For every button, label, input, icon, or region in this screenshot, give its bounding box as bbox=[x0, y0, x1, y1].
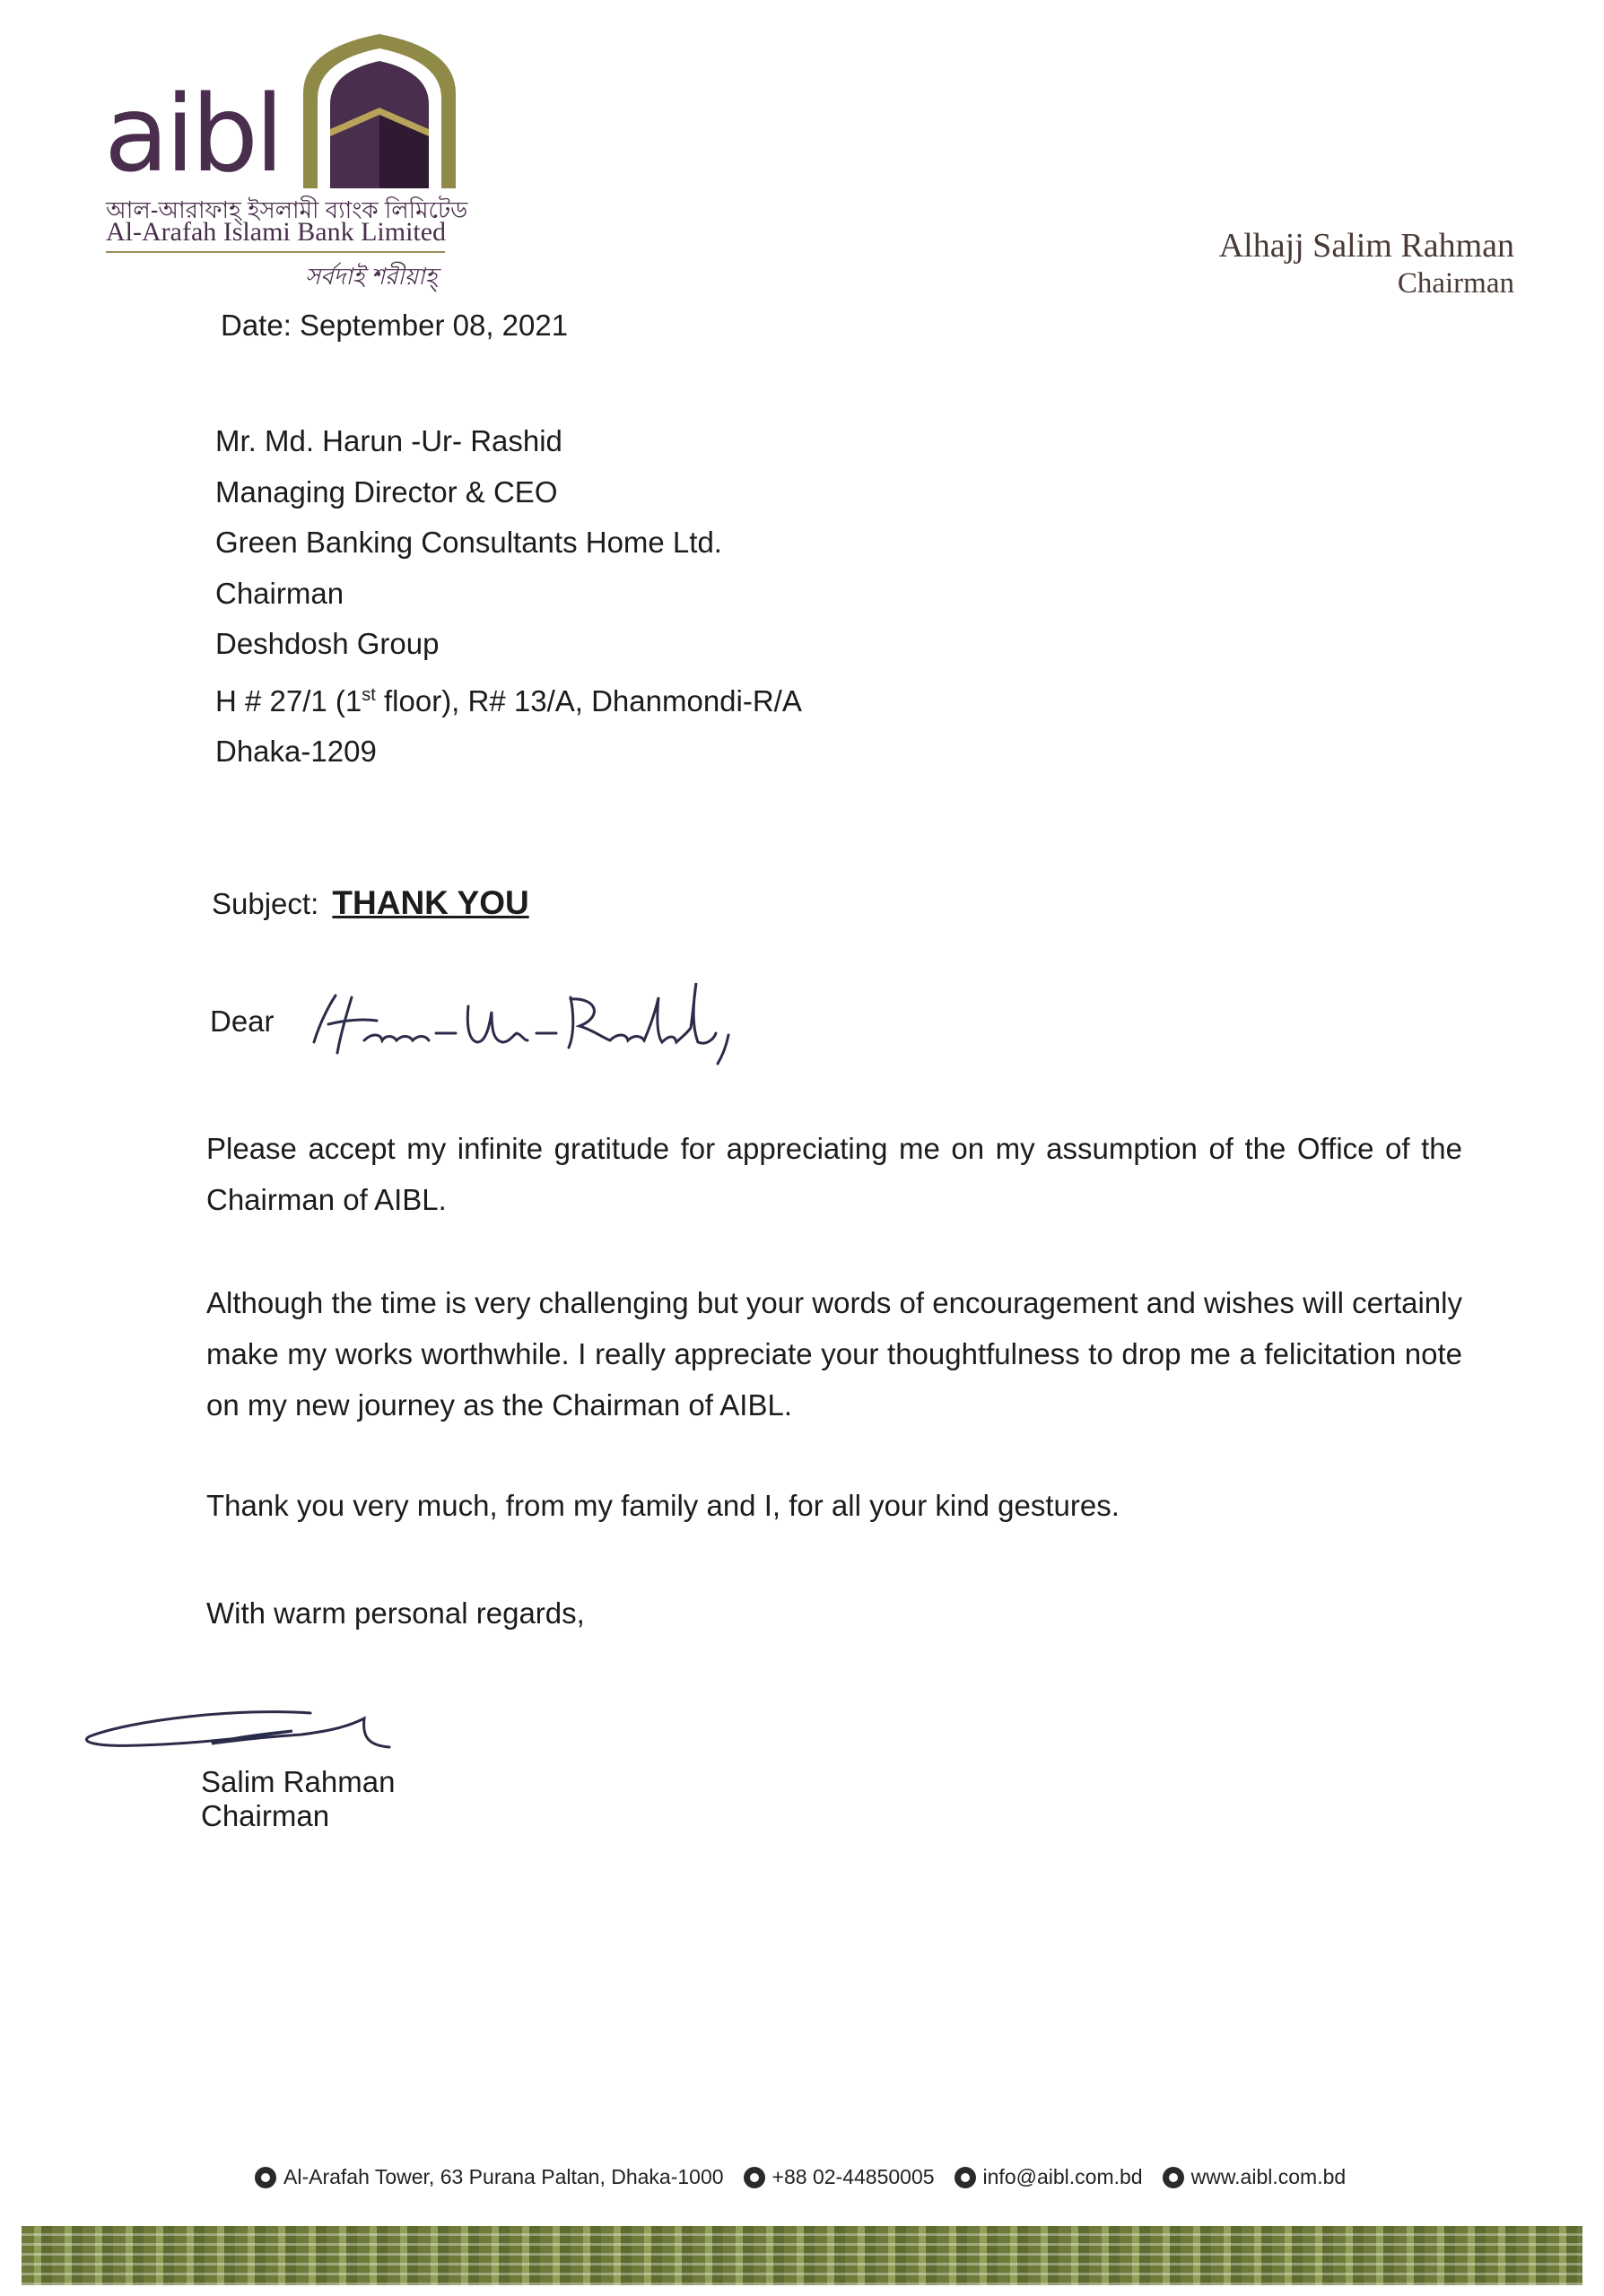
letter-date: Date: September 08, 2021 bbox=[221, 309, 569, 342]
phone-icon bbox=[744, 2167, 765, 2188]
recipient-line: H # 27/1 (1st floor), R# 13/A, Dhanmondi-R/A bbox=[215, 683, 802, 718]
bank-name-bengali: আল-আরাফাহ্ ইসলামী ব্যাংক লিমিটেড bbox=[106, 196, 468, 223]
footer-email-text: info@aibl.com.bd bbox=[982, 2165, 1143, 2188]
recipient-line: Managing Director & CEO bbox=[215, 474, 558, 509]
footer-address-text: Al-Arafah Tower, 63 Purana Paltan, Dhaka-1000 bbox=[283, 2165, 724, 2188]
recipient-line: Dhaka-1209 bbox=[215, 735, 377, 768]
recipient-line: Green Banking Consultants Home Ltd. bbox=[215, 526, 722, 559]
footer-email bbox=[955, 2165, 1143, 2189]
recipient-line: Chairman bbox=[215, 576, 344, 610]
footer-phone-text: +88 02-44850005 bbox=[771, 2165, 935, 2188]
recipient-line: Deshdosh Group bbox=[215, 627, 440, 660]
recipient-line: Mr. Md. Harun -Ur- Rashid bbox=[215, 424, 562, 457]
signer-name: Salim Rahman bbox=[201, 1765, 396, 1798]
signer-title: Chairman bbox=[201, 1799, 330, 1832]
handwritten-salutation-name bbox=[301, 970, 768, 1069]
salutation: Dear bbox=[210, 1004, 275, 1038]
bank-logo bbox=[104, 30, 468, 291]
letterhead-chairman-title: Chairman bbox=[1397, 267, 1514, 300]
closing-regards bbox=[206, 1587, 1462, 1639]
recipient-address bbox=[215, 416, 802, 778]
subject-text: THANK YOU bbox=[332, 884, 529, 921]
location-pin-icon bbox=[255, 2167, 276, 2188]
logo-divider bbox=[106, 251, 445, 253]
footer-phone bbox=[744, 2165, 935, 2189]
footer-contact bbox=[255, 2165, 1365, 2189]
subject-label: Subject: bbox=[212, 887, 319, 920]
paragraph-line: Chairman of AIBL. bbox=[206, 1183, 447, 1216]
footer-website-text: www.aibl.com.bd bbox=[1190, 2165, 1347, 2188]
paragraph-line: Although the time is very challenging but your words of encouragement and wishes will certainly bbox=[206, 1286, 1462, 1319]
signer-block bbox=[201, 1765, 395, 1833]
globe-icon bbox=[1163, 2167, 1184, 2188]
closing-line: With warm personal regards, bbox=[206, 1596, 585, 1630]
bank-name-english: Al-Arafah Islami Bank Limited bbox=[106, 217, 447, 247]
email-icon bbox=[955, 2167, 976, 2188]
paragraph-thanks bbox=[206, 1480, 1462, 1531]
letter-subject bbox=[212, 884, 529, 922]
letterhead-chairman-name: Alhajj Salim Rahman bbox=[1218, 227, 1514, 265]
paragraph-encouragement bbox=[206, 1277, 1462, 1431]
paragraph-gratitude bbox=[206, 1123, 1462, 1225]
paragraph-line: Thank you very much, from my family and I, for all your kind gestures. bbox=[206, 1489, 1120, 1522]
footer-website bbox=[1163, 2165, 1347, 2189]
footer-address bbox=[255, 2165, 724, 2189]
paragraph-line: make my works worthwhile. I really appreciate your thoughtfulness to drop me a felicitation note bbox=[206, 1337, 1462, 1370]
paragraph-line: Please accept my infinite gratitude for appreciating me on my assumption of the Office of the bbox=[206, 1132, 1462, 1165]
paragraph-line: on my new journey as the Chairman of AIBL. bbox=[206, 1388, 793, 1422]
bank-tagline: সর্বদাই শরীয়াহ্ bbox=[305, 263, 438, 290]
kaaba-arch-icon bbox=[294, 30, 465, 188]
footer-band-pattern bbox=[22, 2226, 1582, 2285]
logo-wordmark: aibl bbox=[104, 72, 281, 196]
